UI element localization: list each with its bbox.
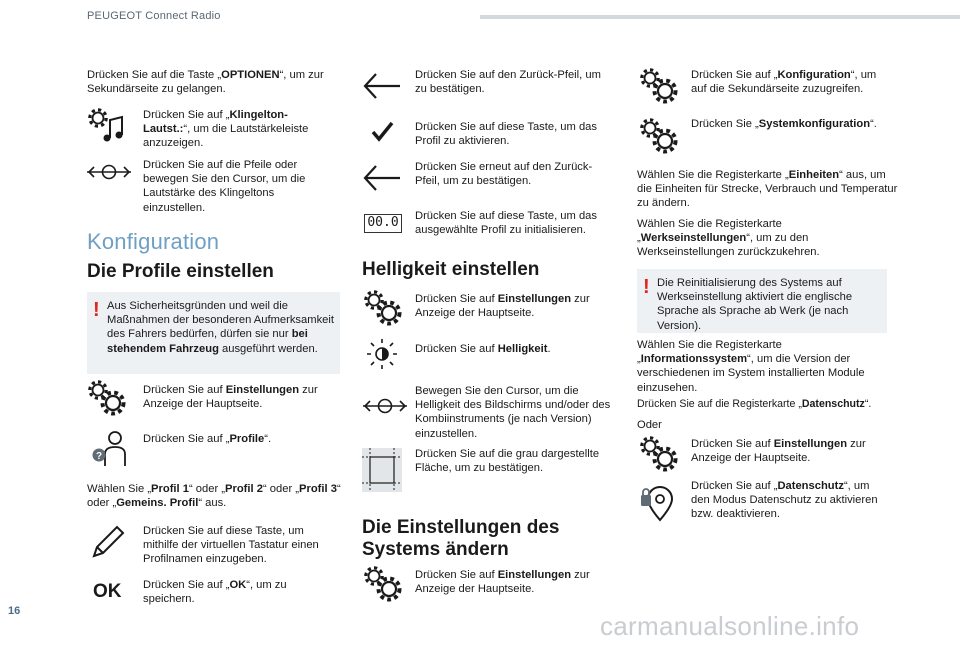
system-config-icon xyxy=(640,118,680,158)
check-text: Drücken Sie auf diese Taste, um das Profil zu aktivieren. xyxy=(415,121,597,148)
ok-text: Drücken Sie auf „OK“, um zu speichern. xyxy=(143,579,287,606)
privacy-lock-icon xyxy=(640,482,680,522)
back2-text: Drücken Sie erneut auf den Zurück-Pfeil, um zu bestätigen. xyxy=(415,161,593,188)
section-title: Konfiguration xyxy=(87,229,220,254)
settings-text: Drücken Sie auf Einstellungen zur Anzeige der Hauptseite. xyxy=(143,384,318,411)
system-config-text: Drücken Sie „Systemkonfiguration“. xyxy=(691,118,877,130)
settings-text: Drücken Sie auf Einstellungen zur Anzeige der Hauptseite. xyxy=(415,293,590,320)
reset-icon: 00.0 xyxy=(364,214,402,233)
ringtone-text: Drücken Sie auf „Klingelton-Lautst.:“, um die Lautstärkeleiste anzuzeigen. xyxy=(143,109,309,150)
ok-icon: OK xyxy=(93,581,122,602)
cursor-icon xyxy=(362,386,408,426)
back-arrow-icon xyxy=(362,158,402,198)
grey-area-icon xyxy=(361,447,403,493)
oder-text: Oder xyxy=(637,419,662,431)
factory-text: Wählen Sie die Registerkarte „Werkseinstellungen“, um zu den Werkseinstellungen zurückzukehren. xyxy=(637,218,820,259)
check-icon xyxy=(362,112,402,152)
arrows-text: Drücken Sie auf die Pfeile oder bewegen Sie den Cursor, um die Lautstärke des Klingeltons einzustellen. xyxy=(143,159,306,214)
cursor-text: Bewegen Sie den Cursor, um die Helligkeit des Bildschirms und/oder des Kombiinstruments (je nach Version) einzustellen. xyxy=(415,385,611,440)
grey-area-text: Drücken Sie auf die grau dargestellte Fläche, um zu bestätigen. xyxy=(415,448,600,475)
back-text: Drücken Sie auf den Zurück-Pfeil, um zu bestätigen. xyxy=(415,69,601,96)
pencil-text: Drücken Sie auf diese Taste, um mithilfe der virtuellen Tastatur einen Profilnamen einzugeben. xyxy=(143,525,319,566)
header-bar xyxy=(480,15,960,19)
settings-icon xyxy=(364,290,404,330)
privacy-tab-text: Drücken Sie auf die Registerkarte „Datenschutz“. xyxy=(637,398,872,410)
settings-icon xyxy=(88,380,128,420)
warning-icon: ! xyxy=(643,276,650,298)
brightness-text: Drücken Sie auf Helligkeit. xyxy=(415,343,551,355)
settings-text: Drücken Sie auf Einstellungen zur Anzeige der Hauptseite. xyxy=(415,569,590,596)
units-text: Wählen Sie die Registerkarte „Einheiten“ aus, um die Einheiten für Strecke, Verbrauch und Temperatur zu ändern. xyxy=(637,169,898,210)
profiles-heading: Die Profile einstellen xyxy=(87,261,274,282)
back-arrow-icon xyxy=(362,66,402,106)
privacy-text: Drücken Sie auf „Datenschutz“, um den Modus Datenschutz zu aktivieren bzw. deaktivieren. xyxy=(691,480,878,521)
watermark: carmanualsonline.info xyxy=(600,611,860,641)
intro-text: Drücken Sie auf die Taste „OPTIONEN“, um zur Sekundärseite zu gelangen. xyxy=(87,69,324,96)
settings-text: Drücken Sie auf Einstellungen zur Anzeige der Hauptseite. xyxy=(691,438,866,465)
system-heading: Die Einstellungen des Systems ändern xyxy=(362,517,560,560)
select-profile-text: Wählen Sie „Profil 1“ oder „Profil 2“ oder „Profil 3“ oder „Gemeins. Profil“ aus. xyxy=(87,483,341,510)
configuration-icon xyxy=(640,68,680,108)
info-system-text: Wählen Sie die Registerkarte „Informationssystem“, um die Version der verschiedenen im System installierten Module einzusehen. xyxy=(637,339,865,394)
safety-warning: ! Aus Sicherheitsgründen und weil die Maßnahmen der besonderen Aufmerksamkeit des Fahrers bedürfen, dürfen sie nur bei stehendem Fahrzeug ausgeführt werden. xyxy=(87,292,340,374)
reset-warning: ! Die Reinitialisierung des Systems auf Werkseinstellung aktiviert die englische Sprache als Sprache ab Werk (je nach Version). xyxy=(637,269,887,333)
settings-icon xyxy=(364,566,404,606)
reset-text: Drücken Sie auf diese Taste, um das ausgewählte Profil zu initialisieren. xyxy=(415,210,597,237)
header-title: PEUGEOT Connect Radio xyxy=(87,10,221,22)
settings-icon xyxy=(640,436,680,476)
brightness-heading: Helligkeit einstellen xyxy=(362,259,540,280)
settings-music-icon xyxy=(88,108,128,148)
svg-text:?: ? xyxy=(95,451,103,462)
configuration-text: Drücken Sie auf „Konfiguration“, um auf die Sekundärseite zuzugreifen. xyxy=(691,69,877,96)
warning-icon: ! xyxy=(93,299,100,321)
profile-icon xyxy=(88,428,128,468)
brightness-icon xyxy=(362,334,402,374)
pencil-icon xyxy=(88,522,128,562)
page-number: 16 xyxy=(8,605,21,617)
profile-text: Drücken Sie auf „Profile“. xyxy=(143,433,272,445)
arrows-cursor-icon xyxy=(86,152,132,192)
